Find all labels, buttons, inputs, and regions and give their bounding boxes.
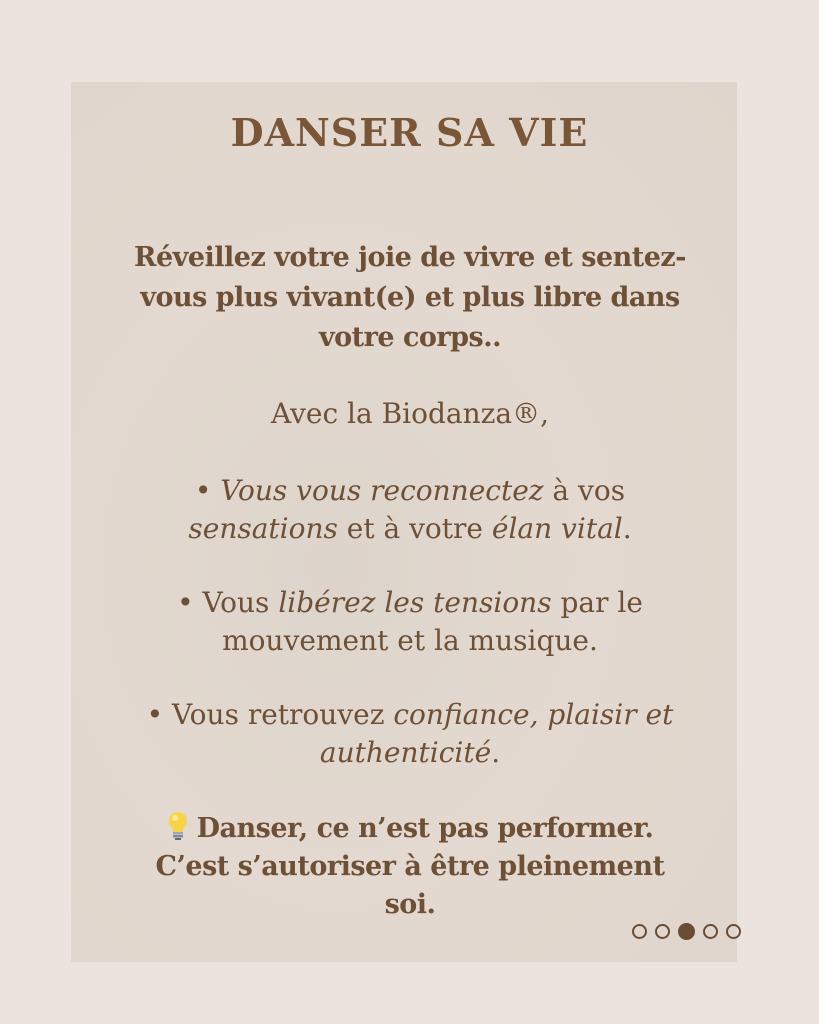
slide-content <box>130 238 690 924</box>
slide-title: DANSER SA VIE <box>230 110 589 155</box>
bullet-text: par le mouvement et la musique. <box>222 586 643 657</box>
pagination-dot-5[interactable] <box>726 924 741 939</box>
bullet-item <box>130 584 690 660</box>
tip-text: Danser, ce n’est pas performer. C’est s’autoriser à être pleinement soi. <box>155 813 665 920</box>
bullet-text: et à votre <box>337 512 492 545</box>
carousel-pagination <box>632 924 741 940</box>
pagination-dot-4[interactable] <box>703 924 718 939</box>
lightbulb-icon <box>167 811 189 841</box>
intro-text: Réveillez votre joie de vivre et sentez-vous plus vivant(e) et plus libre dans votre corps.. <box>134 242 686 353</box>
bullet-text: Vous <box>202 586 279 619</box>
bullet-text: Vous retrouvez <box>172 698 394 731</box>
bullet-emphasis: Vous vous reconnectez <box>220 474 544 507</box>
bullet-text: . <box>622 512 632 545</box>
bullet-marker: • <box>194 474 212 507</box>
bullet-marker: • <box>146 698 164 731</box>
bullet-item <box>130 696 690 772</box>
bullet-text: . <box>491 736 501 769</box>
lead-text: Avec la Biodanza®, <box>271 397 549 430</box>
bullet-emphasis: libérez les tensions <box>278 586 552 619</box>
bullet-item <box>130 472 690 548</box>
pagination-dot-2[interactable] <box>655 924 670 939</box>
bullet-text: à vos <box>543 474 626 507</box>
bullet-emphasis: élan vital <box>491 512 623 545</box>
tip-text-block <box>130 810 690 924</box>
bullet-emphasis: confiance, plaisir et authenticité <box>319 698 674 769</box>
pagination-dot-1[interactable] <box>632 924 647 939</box>
pagination-dot-3-active[interactable] <box>678 923 695 940</box>
bullet-marker: • <box>177 586 194 619</box>
bullet-emphasis: sensations <box>188 512 338 545</box>
